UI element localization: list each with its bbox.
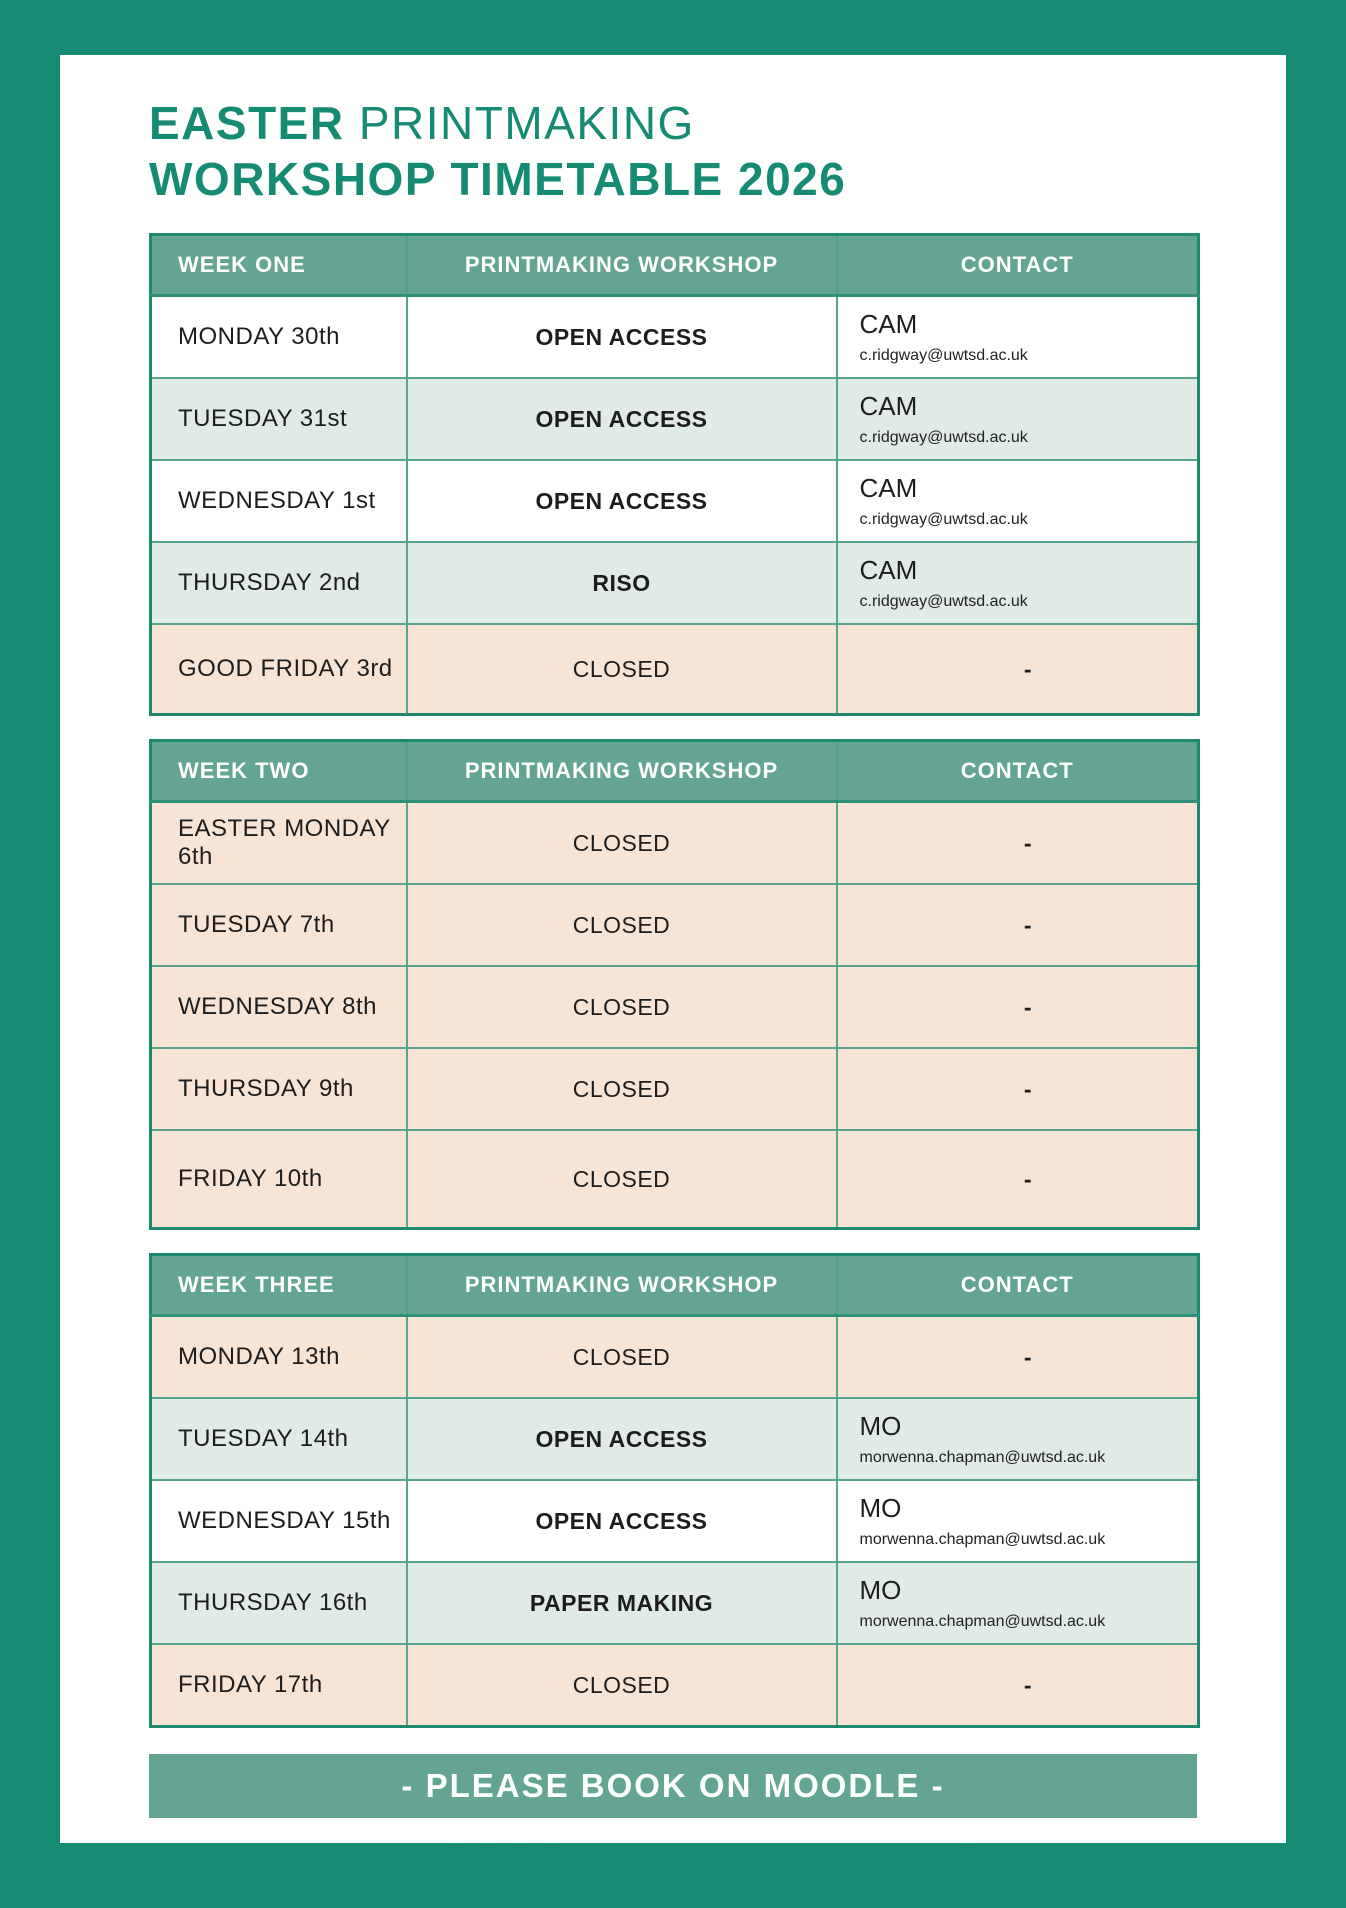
day-cell: GOOD FRIDAY 3rd: [151, 624, 407, 715]
workshop-cell: OPEN ACCESS: [407, 296, 837, 379]
header-week-label: WEEK ONE: [151, 235, 407, 296]
header-workshop-label: PRINTMAKING WORKSHOP: [407, 741, 837, 802]
contact-cell: [837, 542, 1199, 624]
day-cell: WEDNESDAY 15th: [151, 1480, 407, 1562]
workshop-cell: CLOSED: [407, 802, 837, 885]
contact-name: MO: [859, 1411, 902, 1442]
title-word-easter: EASTER: [149, 97, 345, 149]
table-row: [151, 1048, 1199, 1130]
day-cell: TUESDAY 7th: [151, 884, 407, 966]
contact-name: MO: [859, 1493, 902, 1524]
day-cell: WEDNESDAY 1st: [151, 460, 407, 542]
workshop-cell: OPEN ACCESS: [407, 1398, 837, 1480]
contact-dash-cell: -: [837, 1130, 1199, 1229]
table-header-row: [151, 235, 1199, 296]
title-word-printmaking: PRINTMAKING: [358, 97, 695, 149]
workshop-cell: CLOSED: [407, 1316, 837, 1399]
contact-name: CAM: [859, 473, 918, 504]
header-contact-label: CONTACT: [837, 1255, 1199, 1316]
contact-email: morwenna.chapman@uwtsd.ac.uk: [859, 1531, 1106, 1549]
table-row: [151, 884, 1199, 966]
day-cell: EASTER MONDAY 6th: [151, 802, 407, 885]
header-week-label: WEEK TWO: [151, 741, 407, 802]
day-cell: WEDNESDAY 8th: [151, 966, 407, 1048]
note-text-after: available each day for those who have had an induction. Available through Moodle.: [149, 1841, 1162, 1904]
table-header-row: [151, 741, 1199, 802]
workshop-cell: CLOSED: [407, 624, 837, 715]
table-row: [151, 1644, 1199, 1727]
day-cell: MONDAY 13th: [151, 1316, 407, 1399]
day-cell: MONDAY 30th: [151, 296, 407, 379]
table-row: [151, 542, 1199, 624]
workshop-cell: CLOSED: [407, 1048, 837, 1130]
note-prefix: Please Note:: [149, 1841, 294, 1869]
contact-name: CAM: [859, 555, 918, 586]
day-cell: THURSDAY 9th: [151, 1048, 407, 1130]
timetable-week-1: [149, 233, 1200, 716]
contact-cell: [837, 296, 1199, 379]
table-row: [151, 460, 1199, 542]
table-row: [151, 1562, 1199, 1644]
footer-note: [149, 1838, 1197, 1908]
contact-cell: [837, 1398, 1199, 1480]
contact-email: c.ridgway@uwtsd.ac.uk: [859, 429, 1028, 447]
contact-cell: [837, 378, 1199, 460]
table-header-row: [151, 1255, 1199, 1316]
contact-dash-cell: -: [837, 884, 1199, 966]
contact-name: MO: [859, 1575, 902, 1606]
page-title: [149, 95, 1197, 207]
table-row: [151, 966, 1199, 1048]
contact-dash-cell: -: [837, 1048, 1199, 1130]
contact-email: morwenna.chapman@uwtsd.ac.uk: [859, 1449, 1106, 1467]
header-workshop-label: PRINTMAKING WORKSHOP: [407, 235, 837, 296]
table-row: [151, 1130, 1199, 1229]
book-on-moodle-banner: [149, 1754, 1197, 1818]
table-row: [151, 1480, 1199, 1562]
contact-email: c.ridgway@uwtsd.ac.uk: [859, 347, 1028, 365]
contact-email: morwenna.chapman@uwtsd.ac.uk: [859, 1613, 1106, 1631]
contact-cell: [837, 1480, 1199, 1562]
table-row: [151, 1398, 1199, 1480]
contact-name: CAM: [859, 309, 918, 340]
header-workshop-label: PRINTMAKING WORKSHOP: [407, 1255, 837, 1316]
table-row: [151, 802, 1199, 885]
contact-name: CAM: [859, 391, 918, 422]
workshop-cell: CLOSED: [407, 884, 837, 966]
table-row: [151, 296, 1199, 379]
document-page: [60, 55, 1286, 1904]
table-row: [151, 624, 1199, 715]
contact-dash-cell: -: [837, 1644, 1199, 1727]
workshop-cell: PAPER MAKING: [407, 1562, 837, 1644]
note-text-before: There is also: [299, 1841, 437, 1869]
contact-dash-cell: -: [837, 966, 1199, 1048]
day-cell: FRIDAY 17th: [151, 1644, 407, 1727]
workshop-cell: OPEN ACCESS: [407, 1480, 837, 1562]
header-contact-label: CONTACT: [837, 741, 1199, 802]
workshop-cell: CLOSED: [407, 1644, 837, 1727]
workshop-cell: CLOSED: [407, 1130, 837, 1229]
day-cell: THURSDAY 2nd: [151, 542, 407, 624]
workshop-cell: CLOSED: [407, 966, 837, 1048]
banner-label: - PLEASE BOOK ON MOODLE -: [401, 1767, 945, 1805]
timetable-section: [149, 233, 1197, 1728]
workshop-cell: OPEN ACCESS: [407, 460, 837, 542]
timetable-week-3: [149, 1253, 1200, 1728]
contact-dash-cell: -: [837, 802, 1199, 885]
timetable-week-2: [149, 739, 1200, 1230]
workshop-cell: OPEN ACCESS: [407, 378, 837, 460]
contact-dash-cell: -: [837, 624, 1199, 715]
contact-cell: [837, 1562, 1199, 1644]
contact-email: c.ridgway@uwtsd.ac.uk: [859, 593, 1028, 611]
contact-cell: [837, 460, 1199, 542]
note-underlined-text: Limited Open access slots: [443, 1841, 747, 1869]
workshop-cell: RISO: [407, 542, 837, 624]
table-row: [151, 378, 1199, 460]
title-line-2: WORKSHOP TIMETABLE 2026: [149, 153, 847, 206]
header-contact-label: CONTACT: [837, 235, 1199, 296]
table-row: [151, 1316, 1199, 1399]
contact-dash-cell: -: [837, 1316, 1199, 1399]
day-cell: THURSDAY 16th: [151, 1562, 407, 1644]
day-cell: TUESDAY 14th: [151, 1398, 407, 1480]
contact-email: c.ridgway@uwtsd.ac.uk: [859, 511, 1028, 529]
day-cell: TUESDAY 31st: [151, 378, 407, 460]
header-week-label: WEEK THREE: [151, 1255, 407, 1316]
day-cell: FRIDAY 10th: [151, 1130, 407, 1229]
